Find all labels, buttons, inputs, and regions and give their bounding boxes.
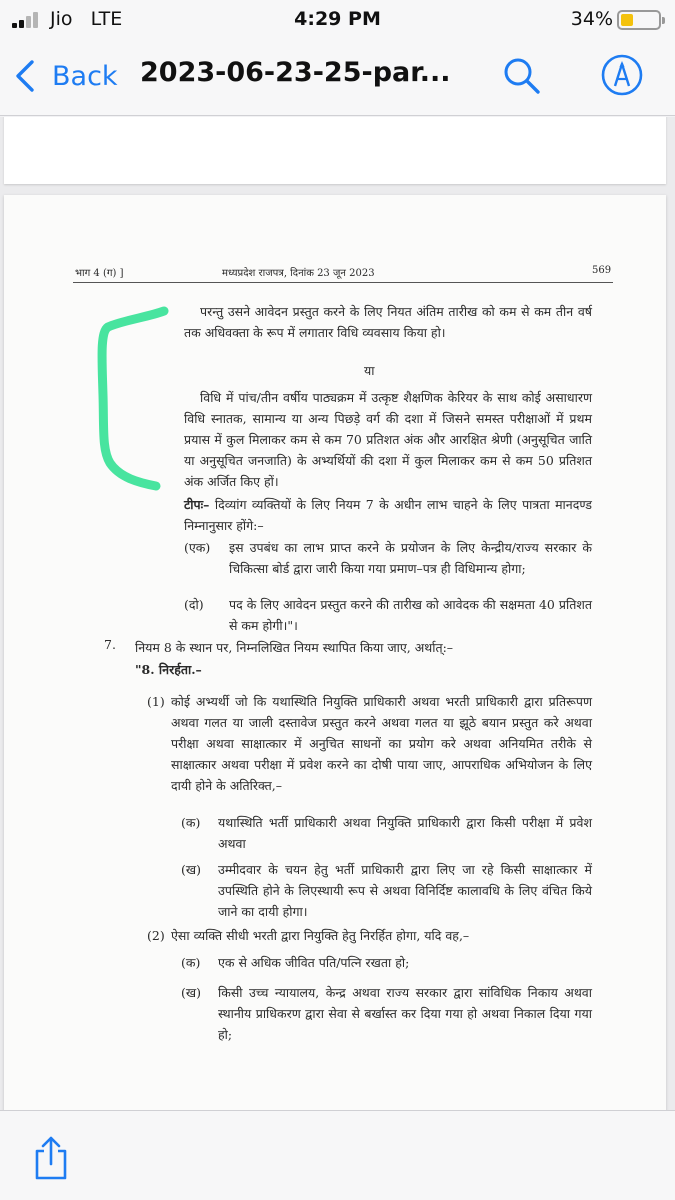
subrule-2-kha-text: किसी उच्च न्यायालय, केन्द्र अथवा राज्य सरकार द्वारा सांविधिक निकाय अथवा स्थानीय प्राधिकरण द्वारा सेवा से बर्खास्त कर दिया गया हो अथवा निकाल दिया गया हो; xyxy=(218,985,592,1042)
subrule-2-ka-text: एक से अधिक जीवित पति/पत्नि रखता हो; xyxy=(218,955,410,970)
subrule-1-label: (1) xyxy=(147,694,165,709)
page-header-center: मध्यप्रदेश राजपत्र, दिनांक 23 जून 2023 xyxy=(222,268,375,279)
header-divider xyxy=(73,282,613,283)
markup-icon xyxy=(600,53,644,97)
battery-percent: 34% xyxy=(570,8,613,30)
clock: 4:29 PM xyxy=(294,8,381,30)
paragraph-or: या xyxy=(364,363,375,378)
paragraph-law-graduate: विधि में पांच/तीन वर्षीय पाठ्यक्रम में उत्कृष्ट शैक्षणिक केरियर के साथ कोई असाधारण विधि स्नातक, सामान्य या अन्य पिछड़े वर्ग की दशा में जिसने समस्त परीक्षाओं में प्रथम प्रयास में कुल मिलाकर कम से कम 70 प्रतिशत अंक और आरक्षित श्रेणी (अनुसूचित जाति या अनुसूचित जनजाति) के अभ्यर्थियों की दशा में कुल मिलाकर कम से कम 50 प्रतिशत अंक अर्जित किए हों। xyxy=(184,390,592,489)
document-page xyxy=(4,195,666,1110)
highlighter-annotation xyxy=(80,300,180,495)
status-bar xyxy=(0,0,675,38)
note-text: दिव्यांग व्यक्तियों के लिए नियम 7 के अधीन लाभ चाहने के लिए पात्रता मानदण्ड निम्नानुसार होंगे:– xyxy=(184,497,592,533)
clause-label-ek: (एक) xyxy=(184,540,211,555)
rule-7-text: नियम 8 के स्थान पर, निम्नलिखित नियम स्थापित किया जाए, अर्थात्:– xyxy=(135,640,454,655)
share-button[interactable] xyxy=(32,1135,70,1181)
rule-8-heading: "8. निरर्हता.– xyxy=(135,662,202,677)
search-button[interactable] xyxy=(500,54,544,98)
subrule-1-ka-label: (क) xyxy=(181,815,201,830)
note-label: टीपः– xyxy=(184,497,210,512)
rule-7-number: 7. xyxy=(104,637,116,652)
carrier-label: Jio LTE xyxy=(50,8,123,30)
subrule-2-label: (2) xyxy=(147,928,165,943)
navigation-bar xyxy=(0,38,675,116)
bottom-toolbar xyxy=(0,1110,675,1200)
previous-page xyxy=(4,117,666,184)
clause-ek: इस उपबंध का लाभ प्राप्त करने के प्रयोजन के लिए केन्द्रीय/राज्य सरकार के चिकित्सा बोर्ड द्वारा जारी किया गया प्रमाण–पत्र ही विधिमान्य होगा; xyxy=(229,540,592,576)
document-viewer[interactable] xyxy=(0,117,675,1110)
battery-icon xyxy=(617,10,661,30)
back-button[interactable] xyxy=(14,56,118,96)
paragraph-proviso: परन्तु उसने आवेदन प्रस्तुत करने के लिए नियत अंतिम तारीख को कम से कम तीन वर्ष तक अधिवक्ता के रूप में लगातार विधि व्यवसाय किया हो। xyxy=(184,304,592,340)
page-number: 569 xyxy=(592,265,612,276)
subrule-2-ka-label: (क) xyxy=(181,955,201,970)
subrule-1-kha-label: (ख) xyxy=(181,862,201,877)
search-icon xyxy=(500,54,544,98)
markup-button[interactable] xyxy=(600,53,644,97)
subrule-2-text: ऐसा व्यक्ति सीधी भरती द्वारा नियुक्ति हेतु निरर्हित होगा, यदि वह,– xyxy=(171,928,470,943)
subrule-2-kha-label: (ख) xyxy=(181,985,201,1000)
subrule-1-text: कोई अभ्यर्थी जो कि यथास्थिति नियुक्ति प्राधिकारी अथवा भरती प्राधिकारी द्वारा प्रतिरूपण अथवा गलत या जाली दस्तावेज प्रस्तुत करने अथवा गलत या झूठे बयान प्रस्तुत करे अथवा परीक्षा अथवा साक्षात्कार में अनुचित साधनों का प्रयोग करे अथवा अनियमित तरीके से साक्षात्कार अथवा परीक्षा में प्रवेश करने का दोषी पाया जाए, आपराधिक अभियोजन के लिए दायी होने के अतिरिक्त,– xyxy=(171,694,592,793)
document-title: 2023-06-23-25-par... xyxy=(140,57,451,88)
chevron-left-icon xyxy=(14,59,36,93)
subrule-1-ka-text: यथास्थिति भर्ती प्राधिकारी अथवा नियुक्ति प्राधिकारी द्वारा किसी परीक्षा में प्रवेश अथवा xyxy=(218,815,592,851)
subrule-1-kha-text: उम्मीदवार के चयन हेतु भर्ती प्राधिकारी द्वारा लिए जा रहे किसी साक्षात्कार में उपस्थिति होने के लिएस्थायी रूप से अथवा विनिर्दिष्ट कालावधि के लिए वंचित किये जाने का दायी होगा। xyxy=(218,862,592,919)
page-header-left: भाग 4 (ग) ] xyxy=(75,268,124,279)
clause-do: पद के लिए आवेदन प्रस्तुत करने की तारीख को आवेदक की सक्षमता 40 प्रतिशत से कम होगी।"। xyxy=(229,597,592,633)
clause-label-do: (दो) xyxy=(184,597,204,612)
share-icon xyxy=(32,1135,70,1181)
note-paragraph xyxy=(184,494,592,536)
back-label: Back xyxy=(52,60,118,92)
